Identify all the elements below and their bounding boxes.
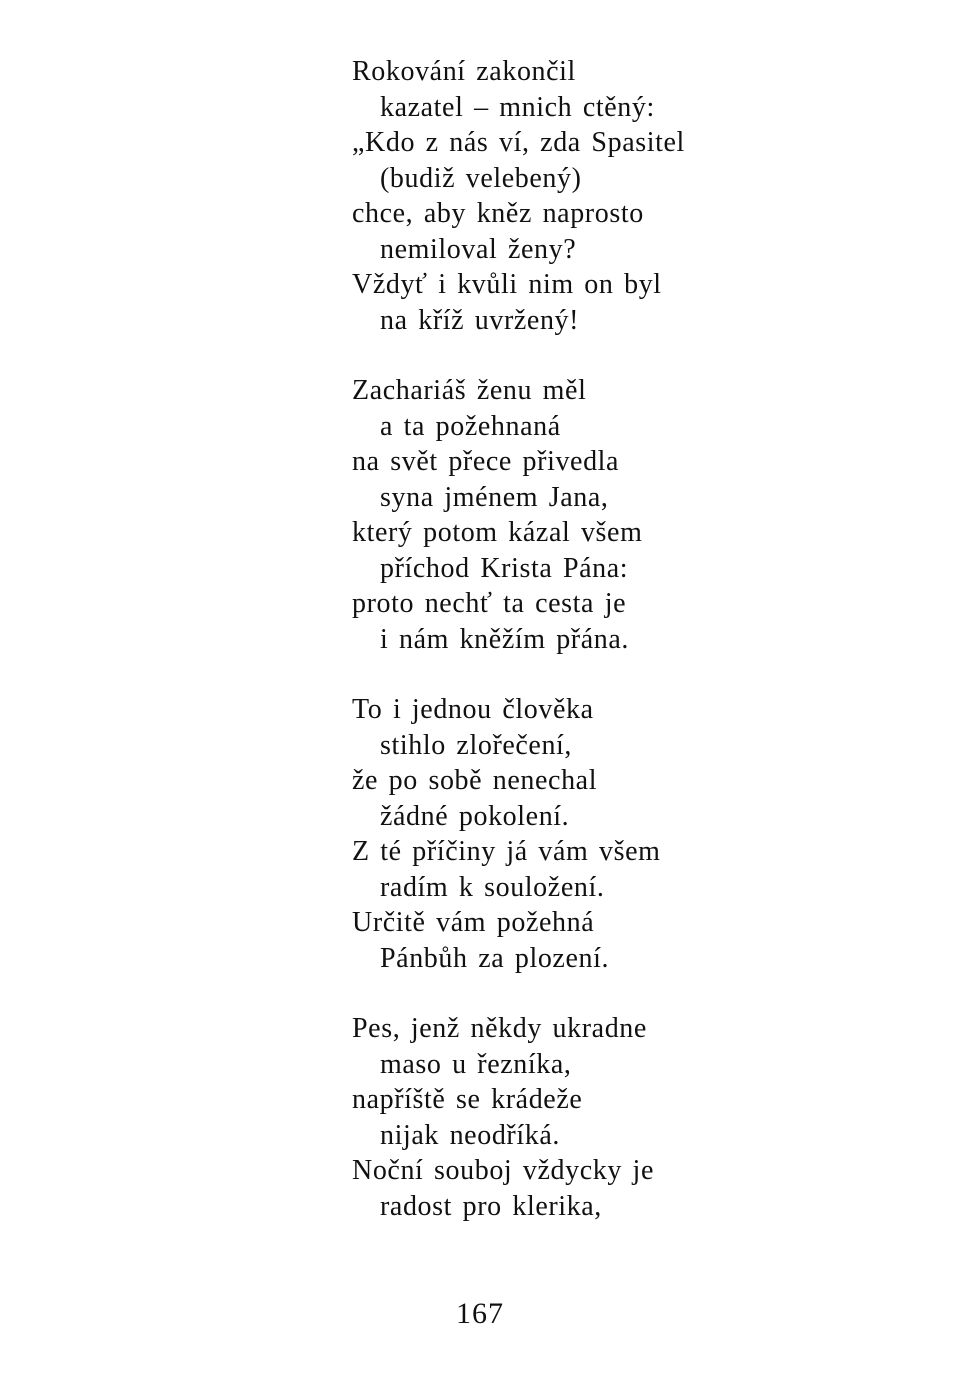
poem-line: stihlo zlořečení,	[380, 729, 573, 761]
poem-line: „Kdo z nás ví, zda Spasitel	[352, 127, 685, 158]
poem-line: proto nechť ta cesta je	[352, 588, 627, 619]
stanza-1	[352, 54, 772, 338]
poem-line: maso u řezníka,	[380, 1048, 572, 1080]
poem-line: Určitě vám požehná	[352, 907, 595, 938]
poem-line: Z té příčiny já vám všem	[352, 836, 661, 867]
poem-line: Zachariáš ženu měl	[352, 375, 587, 406]
poem-line: nijak neodříká.	[380, 1119, 560, 1151]
poem-line: a ta požehnaná	[380, 410, 561, 442]
poem-line: Pes, jenž někdy ukradne	[352, 1013, 647, 1044]
stanza-2	[352, 373, 772, 657]
poem-line: Pánbůh za plození.	[380, 942, 610, 974]
poem-line: To i jednou člověka	[352, 694, 594, 725]
poem-line: na kříž uvržený!	[380, 304, 580, 336]
poem-line: že po sobě nenechal	[352, 765, 598, 796]
poem-line: i nám kněžím přána.	[380, 623, 629, 655]
stanza-4	[352, 1011, 772, 1224]
poem-line: Rokování zakončil	[352, 56, 576, 87]
poem-line: (budiž velebený)	[380, 162, 582, 194]
poem-line: Vždyť i kvůli nim on byl	[352, 269, 662, 300]
stanza-3	[352, 692, 772, 976]
poem-line: nemiloval ženy?	[380, 233, 577, 265]
poem-line: syna jménem Jana,	[380, 481, 609, 513]
poem-line: kazatel – mnich ctěný:	[380, 91, 655, 123]
poem	[352, 54, 772, 1259]
poem-line: napříště se krádeže	[352, 1084, 583, 1115]
poem-line: příchod Krista Pána:	[380, 552, 629, 584]
page-number: 167	[456, 1297, 504, 1330]
poem-line: radost pro klerika,	[380, 1190, 602, 1222]
poem-line: radím k souložení.	[380, 871, 605, 903]
poem-line: chce, aby kněz naprosto	[352, 198, 644, 229]
poem-line: na svět přece přivedla	[352, 446, 620, 477]
poem-line: žádné pokolení.	[380, 800, 570, 832]
poem-line: který potom kázal všem	[352, 517, 643, 548]
poem-line: Noční souboj vždycky je	[352, 1155, 654, 1186]
